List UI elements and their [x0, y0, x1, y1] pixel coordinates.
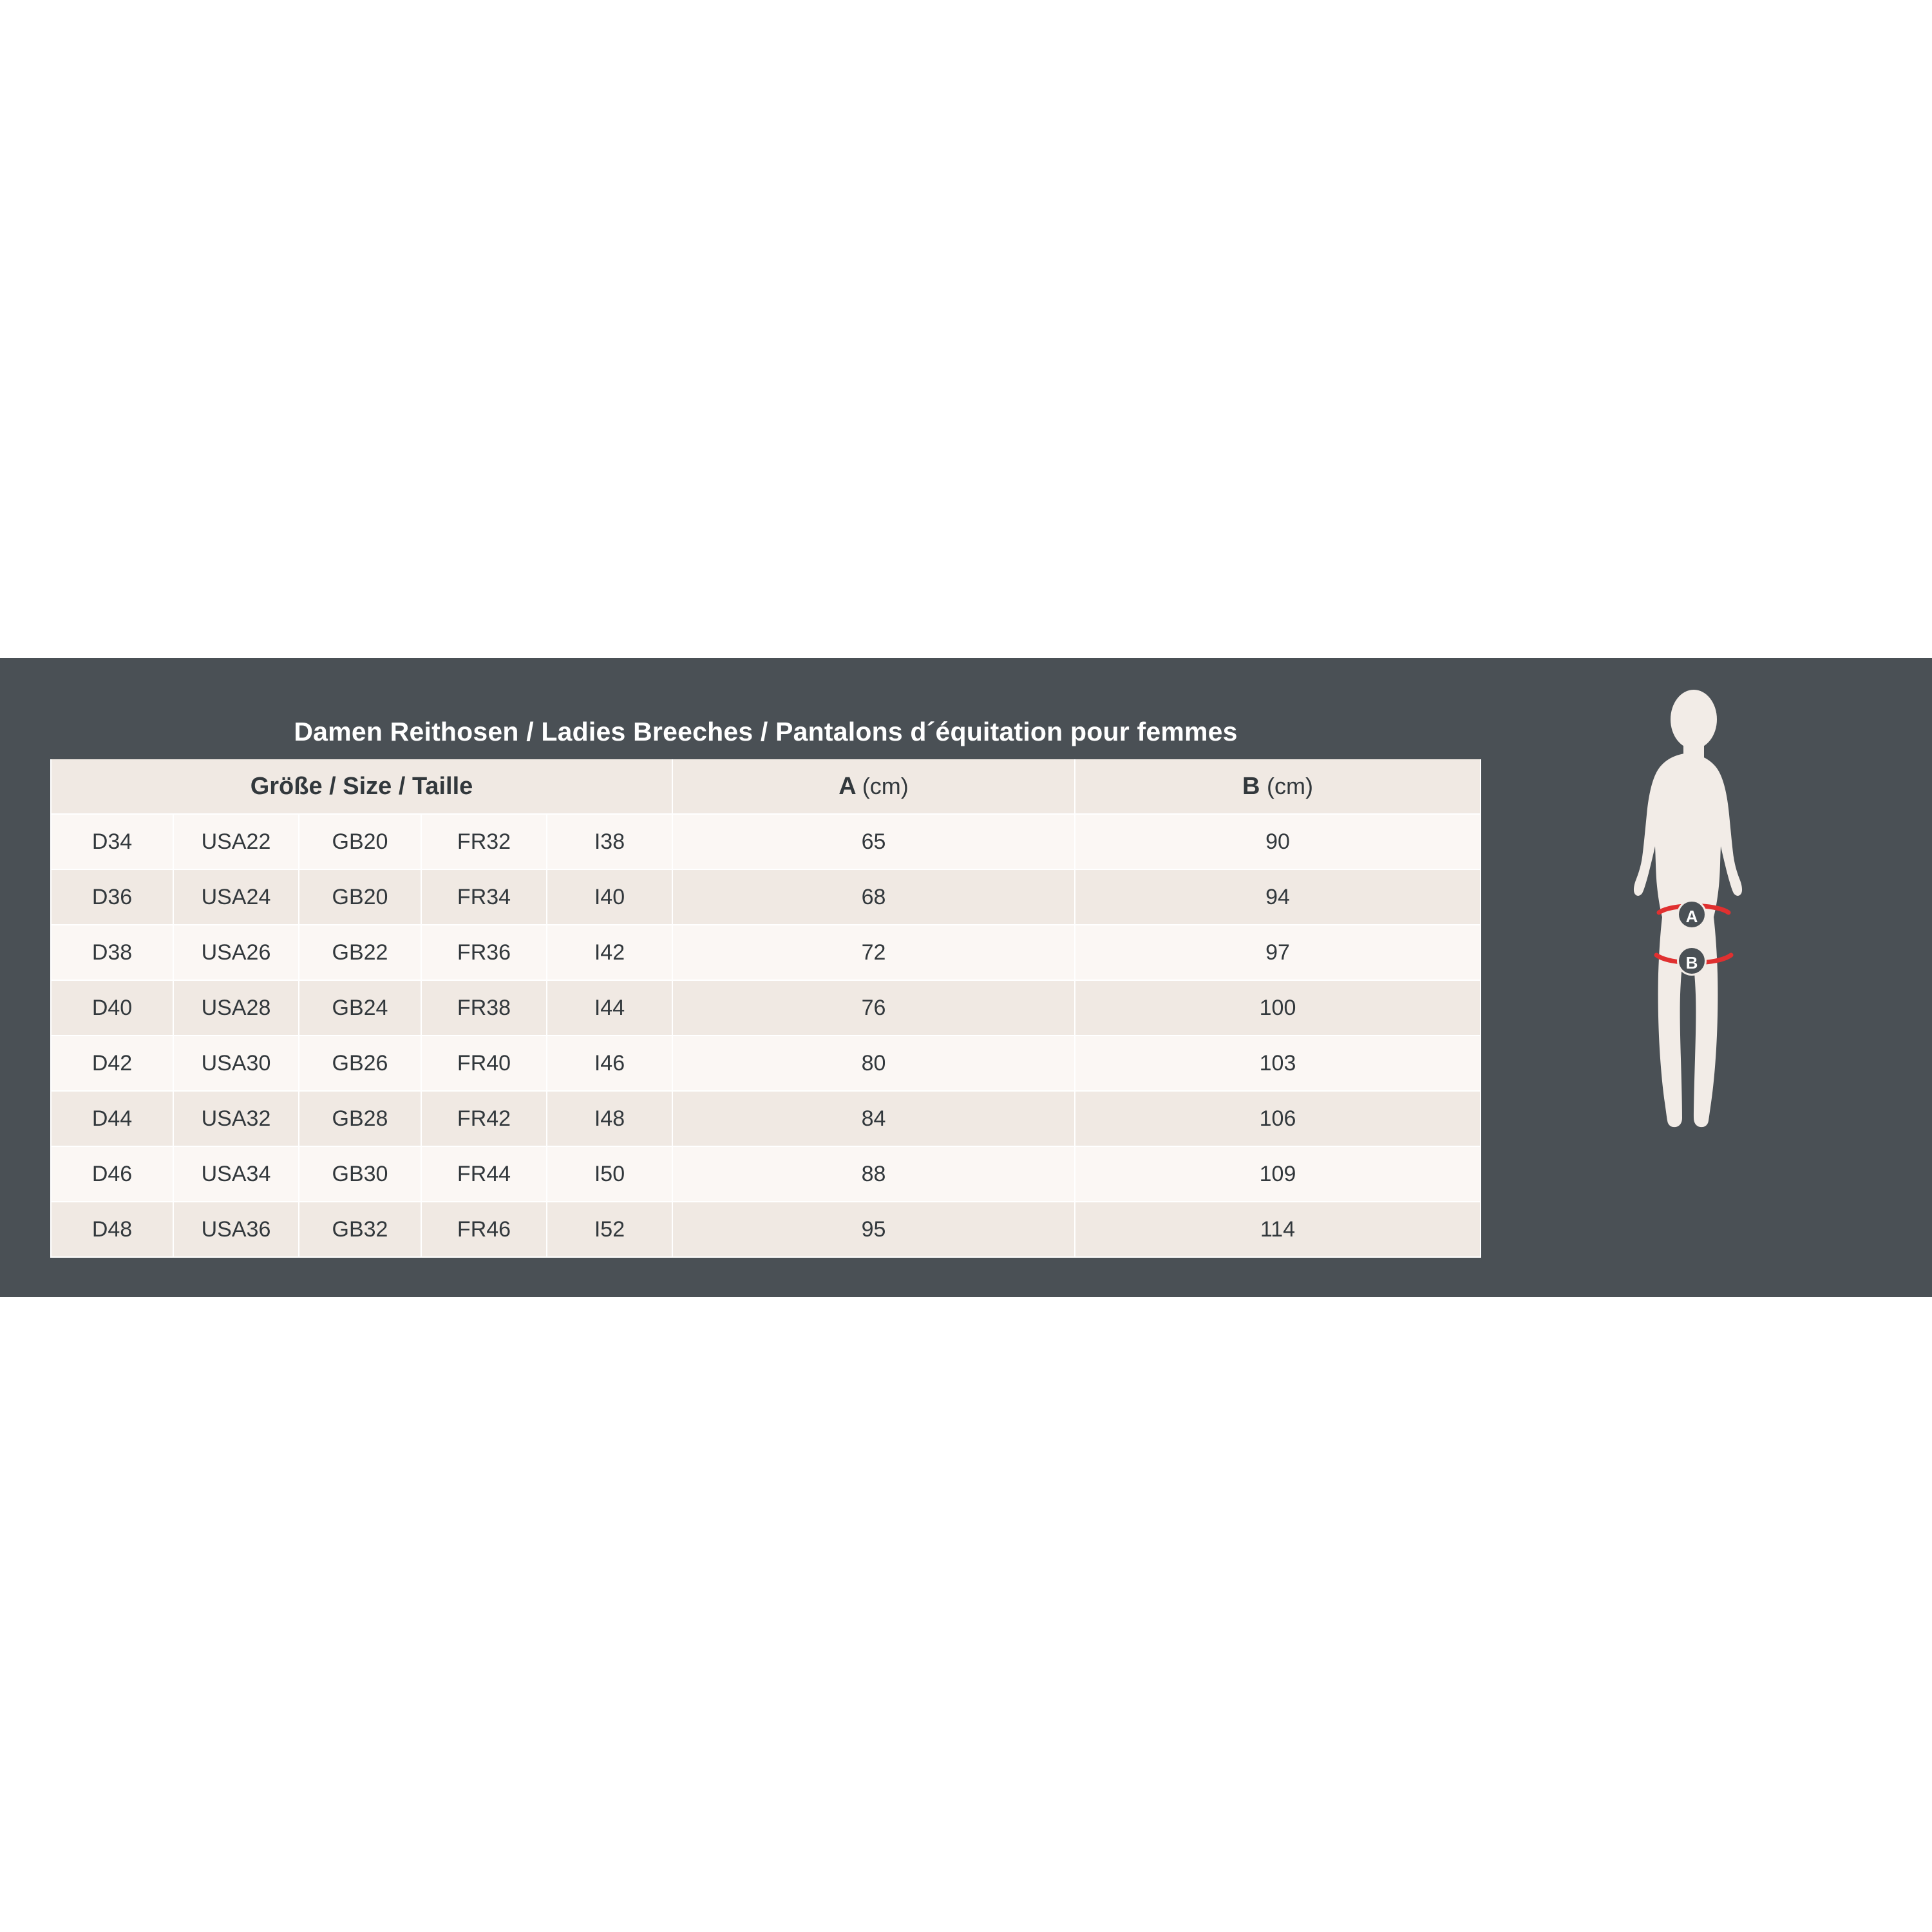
- table-row: [51, 980, 1481, 1036]
- cell-measure-a: 88: [672, 1146, 1075, 1202]
- cell-size-it: I42: [547, 925, 672, 980]
- table-title-row: [51, 705, 1481, 759]
- cell-measure-b: 90: [1075, 814, 1481, 869]
- column-header-b-unit: (cm): [1267, 772, 1313, 799]
- column-header-a-letter: A: [838, 772, 856, 800]
- cell-size-gb: GB24: [299, 980, 421, 1036]
- table-row: [51, 925, 1481, 980]
- cell-size-usa: USA34: [173, 1146, 299, 1202]
- cell-size-usa: USA32: [173, 1091, 299, 1146]
- column-header-b: [1075, 759, 1481, 814]
- cell-size-fr: FR36: [421, 925, 547, 980]
- column-header-size: Größe / Size / Taille: [51, 759, 672, 814]
- cell-size-it: I46: [547, 1036, 672, 1091]
- cell-size-usa: USA30: [173, 1036, 299, 1091]
- cell-measure-a: 95: [672, 1202, 1075, 1257]
- measurement-label-b: B: [1677, 946, 1707, 976]
- cell-size-de: D44: [51, 1091, 173, 1146]
- cell-measure-b: 114: [1075, 1202, 1481, 1257]
- cell-size-gb: GB30: [299, 1146, 421, 1202]
- cell-measure-a: 65: [672, 814, 1075, 869]
- cell-size-usa: USA22: [173, 814, 299, 869]
- cell-measure-b: 97: [1075, 925, 1481, 980]
- cell-size-gb: GB32: [299, 1202, 421, 1257]
- cell-measure-b: 100: [1075, 980, 1481, 1036]
- cell-measure-a: 80: [672, 1036, 1075, 1091]
- cell-measure-a: 68: [672, 869, 1075, 925]
- cell-size-de: D46: [51, 1146, 173, 1202]
- cell-measure-b: 103: [1075, 1036, 1481, 1091]
- column-header-b-letter: B: [1242, 772, 1260, 800]
- cell-size-fr: FR40: [421, 1036, 547, 1091]
- table-body: [51, 814, 1481, 1257]
- cell-measure-a: 72: [672, 925, 1075, 980]
- cell-size-fr: FR44: [421, 1146, 547, 1202]
- cell-size-de: D36: [51, 869, 173, 925]
- table-row: [51, 814, 1481, 869]
- size-table-container: [50, 704, 1480, 1258]
- measurement-label-a: A: [1677, 900, 1707, 929]
- cell-measure-a: 84: [672, 1091, 1075, 1146]
- cell-size-de: D42: [51, 1036, 173, 1091]
- table-header-row: [51, 759, 1481, 814]
- cell-size-it: I40: [547, 869, 672, 925]
- cell-size-gb: GB20: [299, 814, 421, 869]
- cell-size-gb: GB26: [299, 1036, 421, 1091]
- table-row: [51, 869, 1481, 925]
- table-row: [51, 1036, 1481, 1091]
- cell-size-fr: FR32: [421, 814, 547, 869]
- table-row: [51, 1091, 1481, 1146]
- cell-size-it: I48: [547, 1091, 672, 1146]
- cell-size-de: D34: [51, 814, 173, 869]
- cell-size-fr: FR34: [421, 869, 547, 925]
- cell-size-fr: FR46: [421, 1202, 547, 1257]
- table-title: Damen Reithosen / Ladies Breeches / Pantalons d´équitation pour femmes: [51, 705, 1481, 759]
- body-measurement-figure: [1597, 686, 1790, 1265]
- cell-size-fr: FR42: [421, 1091, 547, 1146]
- cell-size-de: D40: [51, 980, 173, 1036]
- cell-size-usa: USA24: [173, 869, 299, 925]
- cell-size-gb: GB22: [299, 925, 421, 980]
- size-table: [50, 704, 1481, 1258]
- cell-size-it: I52: [547, 1202, 672, 1257]
- cell-size-de: D38: [51, 925, 173, 980]
- cell-size-it: I50: [547, 1146, 672, 1202]
- table-row: [51, 1202, 1481, 1257]
- cell-size-usa: USA26: [173, 925, 299, 980]
- cell-size-usa: USA28: [173, 980, 299, 1036]
- cell-size-de: D48: [51, 1202, 173, 1257]
- cell-measure-b: 94: [1075, 869, 1481, 925]
- column-header-a-unit: (cm): [862, 772, 909, 799]
- cell-measure-b: 106: [1075, 1091, 1481, 1146]
- cell-size-gb: GB28: [299, 1091, 421, 1146]
- cell-size-it: I38: [547, 814, 672, 869]
- cell-size-usa: USA36: [173, 1202, 299, 1257]
- cell-measure-a: 76: [672, 980, 1075, 1036]
- cell-size-fr: FR38: [421, 980, 547, 1036]
- cell-size-gb: GB20: [299, 869, 421, 925]
- cell-measure-b: 109: [1075, 1146, 1481, 1202]
- cell-size-it: I44: [547, 980, 672, 1036]
- column-header-a: [672, 759, 1075, 814]
- table-row: [51, 1146, 1481, 1202]
